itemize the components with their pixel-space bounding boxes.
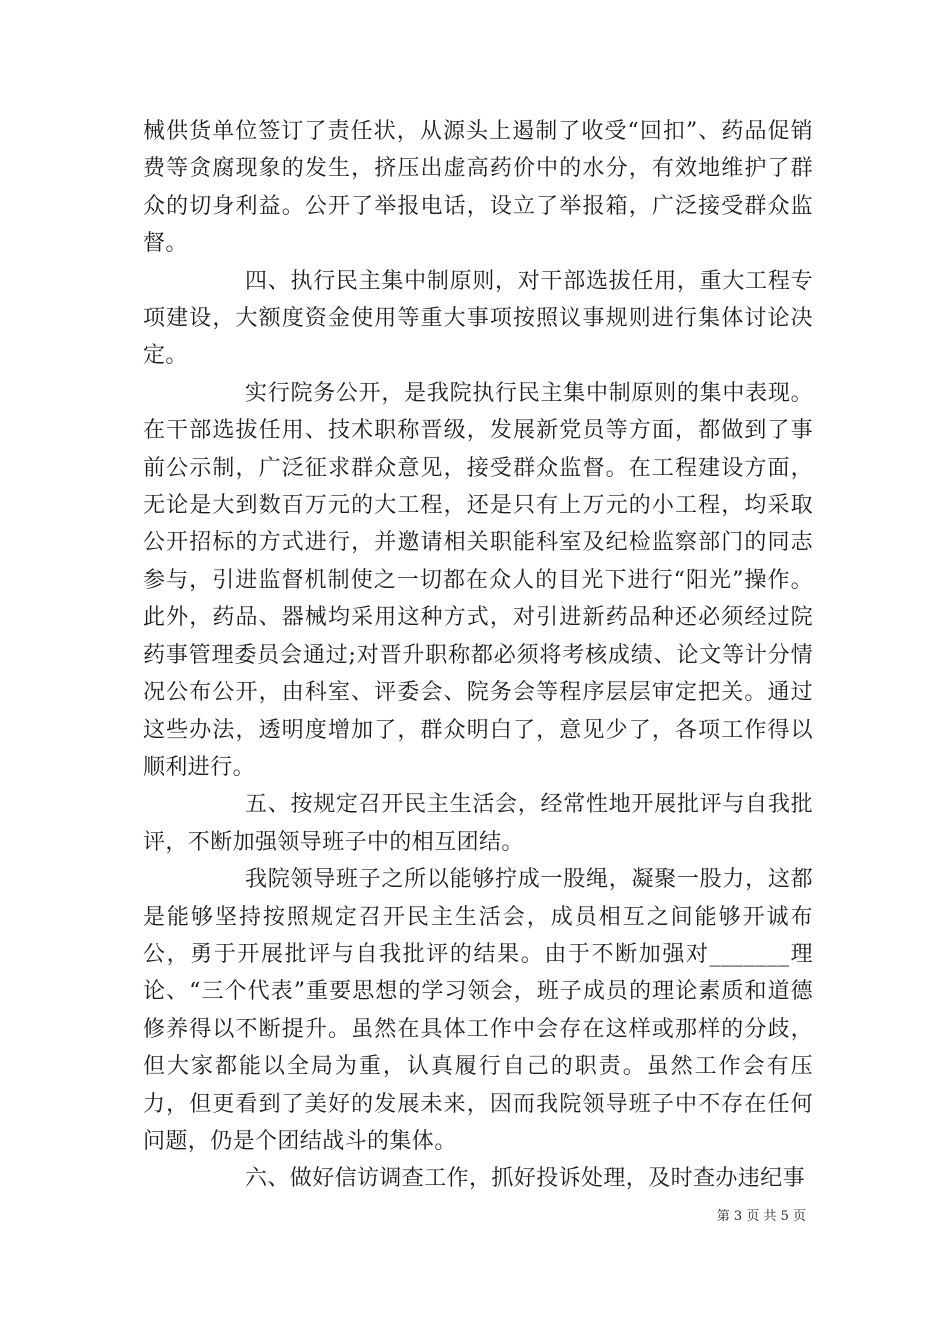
paragraph-2: 四、执行民主集中制原则，对干部选拔任用，重大工程专项建设，大额度资金使用等重大事项按照议事规则进行集体讨论决定。: [143, 268, 813, 369]
paragraph-6: 六、做好信访调查工作，抓好投诉处理，及时查办违纪事: [245, 1166, 806, 1192]
paragraph-1: 械供货单位签订了责任状，从源头上遏制了收受“回扣”、药品促销费等贪腐现象的发生，挤压出虚高药价中的水分，有效地维护了群众的切身利益。公开了举报电话，设立了举报箱，广泛接受群众监督。: [143, 119, 813, 257]
paragraph-3: 实行院务公开，是我院执行民主集中制原则的集中表现。在干部选拔任用、技术职称晋级，发展新党员等方面，都做到了事前公示制，广泛征求群众意见，接受群众监督。在工程建设方面，无论是大到数百万元的大工程，还是只有上万元的小工程，均采取公开招标的方式进行，并邀请相关职能科室及纪检监察部门的同志参与，引进监督机制使之一切都在众人的目光下进行“阳光”操作。此外，药品、器械均采用这种方式，对引进新药品种还必须经过院药事管理委员会通过;对晋升职称都必须将考核成绩、论文等计分情况公布公开，由科室、评委会、院务会等程序层层审定把关。通过这些办法，透明度增加了，群众明白了，意见少了，各项工作得以顺利进行。: [143, 380, 813, 780]
paragraph-4: 五、按规定召开民主生活会，经常性地开展批评与自我批评，不断加强领导班子中的相互团结。: [143, 792, 813, 855]
page-footer: [0, 1205, 806, 1224]
page-number-label: 第 3 页 共 5 页: [716, 1209, 806, 1224]
document-body: [143, 113, 813, 1198]
paragraph-5: 我院领导班子之所以能够拧成一股绳，凝聚一股力，这都是能够坚持按照规定召开民主生活会，成员相互之间能够开诚布公，勇于开展批评与自我批评的结果。由于不断加强对_______理论、“三个代表”重要思想的学习领会，班子成员的理论素质和道德修养得以不断提升。虽然在具体工作中会存在这样或那样的分歧，但大家都能以全局为重，认真履行自己的职责。虽然工作会有压力，但更看到了美好的发展未来，因而我院领导班子中不存在任何问题，仍是个团结战斗的集体。: [143, 867, 813, 1154]
